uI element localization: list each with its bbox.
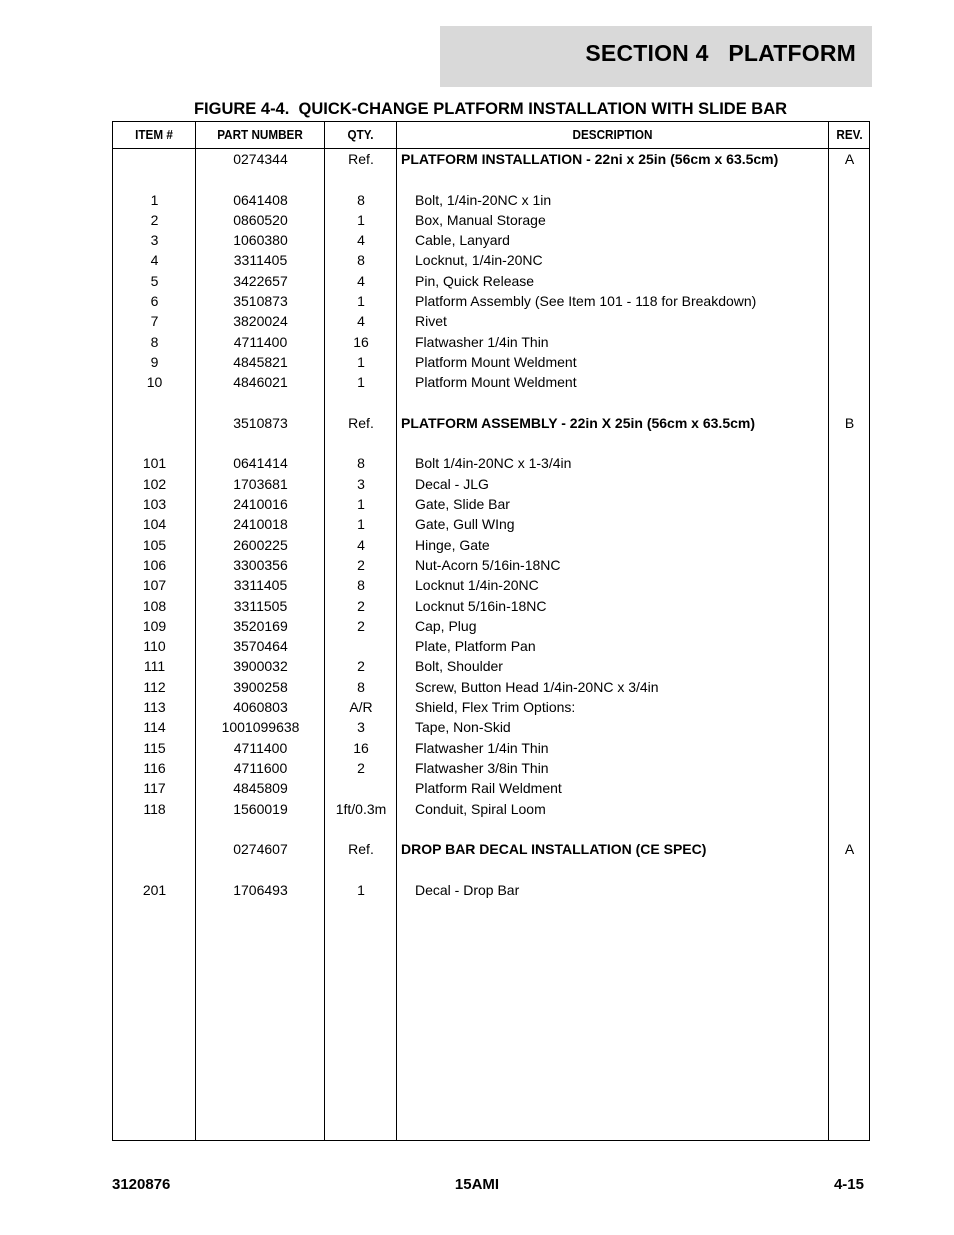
footer-page-number: 4-15 [833,1176,864,1193]
table-row [113,413,869,433]
item-number-cell: 5 [150,272,159,289]
table-spacer-row [113,433,869,453]
item-number-cell: 109 [142,617,167,634]
description-cell: Nut-Acorn 5/16in-18NC [415,556,561,573]
part-number-cell: 0274607 [233,841,288,858]
table-row [113,250,869,270]
part-number-cell: 2600225 [233,536,288,553]
description-cell: DROP BAR DECAL INSTALLATION (CE SPEC) [401,841,707,858]
column-header-description: DESCRIPTION [572,127,653,142]
description-cell: Bolt, 1/4in-20NC x 1in [415,191,552,208]
table-row [113,717,869,737]
part-number-cell: 2410016 [233,496,288,513]
quantity-cell: 1 [357,293,365,310]
description-cell: Gate, Slide Bar [415,496,510,513]
item-number-cell: 118 [143,800,166,817]
table-row [113,656,869,676]
item-number-cell: 3 [150,232,159,249]
part-number-cell: 3820024 [233,313,288,330]
item-number-cell: 1 [150,191,159,208]
table-row [113,636,869,656]
item-number-cell: 104 [142,516,167,533]
parts-table [112,121,870,1141]
description-cell: Rivet [415,313,447,330]
table-spacer-row [113,169,869,189]
description-cell: Cap, Plug [415,617,477,634]
description-cell: Platform Assembly (See Item 101 - 118 for Breakdown) [415,293,757,310]
table-row [113,291,869,311]
table-row [113,616,869,636]
table-row [113,494,869,514]
quantity-cell: 1 [357,496,365,513]
column-header-qty: QTY. [347,127,374,142]
part-number-cell: 1706493 [233,881,288,898]
description-cell: Gate, Gull WIng [415,516,515,533]
quantity-cell: 16 [353,333,369,350]
quantity-cell: 2 [357,617,365,634]
quantity-cell: 8 [357,191,365,208]
description-cell: PLATFORM ASSEMBLY - 22in X 25in (56cm x 63.5cm) [401,414,755,431]
item-number-cell: 8 [150,333,159,350]
table-row [113,210,869,230]
item-number-cell: 111 [143,658,166,675]
table-row [113,880,869,900]
column-header-item: ITEM # [135,127,173,142]
quantity-cell: 4 [357,536,365,553]
table-row [113,799,869,819]
table-row [113,453,869,473]
item-number-cell: 201 [142,881,167,898]
footer-document-number: 3120876 [112,1176,171,1193]
item-number-cell: 110 [143,638,166,655]
part-number-cell: 3311405 [233,577,288,594]
table-row [113,474,869,494]
description-cell: Conduit, Spiral Loom [415,800,546,817]
part-number-cell: 1060380 [233,232,288,249]
description-cell: Platform Mount Weldment [415,353,577,370]
table-row [113,839,869,859]
part-number-cell: 3520169 [233,617,288,634]
quantity-cell: 1ft/0.3m [335,800,387,817]
description-cell: Locknut, 1/4in-20NC [415,252,543,269]
quantity-cell: Ref. [348,414,374,431]
description-cell: Decal - JLG [415,475,489,492]
section-title: SECTION 4 PLATFORM [585,40,856,66]
table-row [113,311,869,331]
revision-cell: B [844,414,855,431]
part-number-cell: 0860520 [233,211,288,228]
description-cell: Platform Rail Weldment [415,780,562,797]
part-number-cell: 3900258 [233,678,288,695]
description-cell: Platform Mount Weldment [415,374,577,391]
table-row [113,555,869,575]
column-header-part-number: PART NUMBER [217,127,303,142]
item-number-cell: 101 [142,455,167,472]
description-cell: Locknut 5/16in-18NC [415,597,547,614]
quantity-cell: 1 [357,353,365,370]
part-number-cell: 3900032 [233,658,288,675]
table-row [113,372,869,392]
item-number-cell: 6 [150,293,159,310]
part-number-cell: 0641414 [233,455,288,472]
item-number-cell: 114 [143,719,166,736]
description-cell: Bolt 1/4in-20NC x 1-3/4in [415,455,572,472]
part-number-cell: 1560019 [233,800,288,817]
part-number-cell: 0274344 [233,151,288,167]
quantity-cell: Ref. [348,151,374,167]
quantity-cell: 3 [357,719,365,736]
part-number-cell: 3311405 [233,252,288,269]
description-cell: Locknut 1/4in-20NC [415,577,539,594]
column-header-rev: REV. [836,127,863,142]
description-cell: Bolt, Shoulder [415,658,503,675]
part-number-cell: 4711400 [233,333,288,350]
quantity-cell: 3 [357,475,365,492]
part-number-cell: 1703681 [233,475,288,492]
quantity-cell: 1 [357,374,365,391]
quantity-cell: 2 [357,759,365,776]
table-row [113,190,869,210]
description-cell: Flatwasher 1/4in Thin [415,739,549,756]
part-number-cell: 1001099638 [221,719,300,736]
footer-model: 15AMI [454,1176,500,1193]
part-number-cell: 4711600 [233,759,288,776]
quantity-cell: 2 [357,658,365,675]
table-row [113,271,869,291]
part-number-cell: 3311505 [233,597,288,614]
description-cell: Plate, Platform Pan [415,638,536,655]
description-cell: Tape, Non-Skid [415,719,511,736]
part-number-cell: 4711400 [233,739,288,756]
table-row [113,514,869,534]
quantity-cell: 8 [357,455,365,472]
quantity-cell: 4 [357,232,365,249]
description-cell: Cable, Lanyard [415,232,510,249]
part-number-cell: 2410018 [233,516,288,533]
table-row [113,738,869,758]
table-row [113,149,869,169]
quantity-cell: Ref. [348,841,374,858]
part-number-cell: 3300356 [233,556,288,573]
table-row [113,575,869,595]
part-number-cell: 3422657 [233,272,288,289]
table-row [113,758,869,778]
figure-title: FIGURE 4-4. QUICK-CHANGE PLATFORM INSTALLATION WITH SLIDE BAR [193,100,788,118]
description-cell: Box, Manual Storage [415,211,546,228]
quantity-cell: 8 [357,678,365,695]
part-number-cell: 4845809 [233,780,288,797]
quantity-cell: 4 [357,313,365,330]
table-spacer-row [113,819,869,839]
quantity-cell: 1 [357,516,365,533]
quantity-cell: 2 [357,556,365,573]
item-number-cell: 4 [150,252,159,269]
item-number-cell: 107 [142,577,167,594]
revision-cell: A [844,841,855,858]
description-cell: Flatwasher 1/4in Thin [415,333,549,350]
table-row [113,230,869,250]
description-cell: Flatwasher 3/8in Thin [415,759,549,776]
quantity-cell: A/R [349,699,373,716]
quantity-cell: 16 [353,739,369,756]
part-number-cell: 4060803 [233,699,288,716]
table-row [113,596,869,616]
table-row [113,697,869,717]
part-number-cell: 4846021 [233,374,288,391]
item-number-cell: 116 [143,759,166,776]
section-header-box [440,26,872,87]
item-number-cell: 113 [143,699,166,716]
item-number-cell: 10 [146,374,163,391]
description-cell: Hinge, Gate [415,536,490,553]
quantity-cell: 8 [357,577,365,594]
part-number-cell: 3510873 [233,414,288,431]
revision-cell: A [844,151,855,167]
part-number-cell: 4845821 [233,353,288,370]
item-number-cell: 105 [142,536,167,553]
quantity-cell: 1 [357,211,365,228]
table-spacer-row [113,859,869,879]
quantity-cell: 4 [357,272,365,289]
description-cell: Pin, Quick Release [415,272,535,289]
table-row [113,677,869,697]
quantity-cell: 1 [357,881,365,898]
table-row [113,332,869,352]
table-row [113,535,869,555]
item-number-cell: 112 [143,678,166,695]
part-number-cell: 3570464 [233,638,288,655]
quantity-cell: 8 [357,252,365,269]
table-body [113,149,869,900]
description-cell: Shield, Flex Trim Options: [415,699,576,716]
table-row [113,778,869,798]
part-number-cell: 3510873 [233,293,288,310]
item-number-cell: 2 [150,211,159,228]
item-number-cell: 108 [142,597,167,614]
part-number-cell: 0641408 [233,191,288,208]
item-number-cell: 106 [142,556,167,573]
quantity-cell: 2 [357,597,365,614]
item-number-cell: 7 [150,313,159,330]
table-row [113,352,869,372]
item-number-cell: 9 [150,353,159,370]
description-cell: PLATFORM INSTALLATION - 22ni x 25in (56cm x 63.5cm) [401,151,779,167]
item-number-cell: 115 [143,739,166,756]
description-cell: Decal - Drop Bar [415,881,520,898]
item-number-cell: 102 [142,475,167,492]
description-cell: Screw, Button Head 1/4in-20NC x 3/4in [415,678,659,695]
item-number-cell: 103 [142,496,167,513]
item-number-cell: 117 [143,780,166,797]
table-spacer-row [113,393,869,413]
